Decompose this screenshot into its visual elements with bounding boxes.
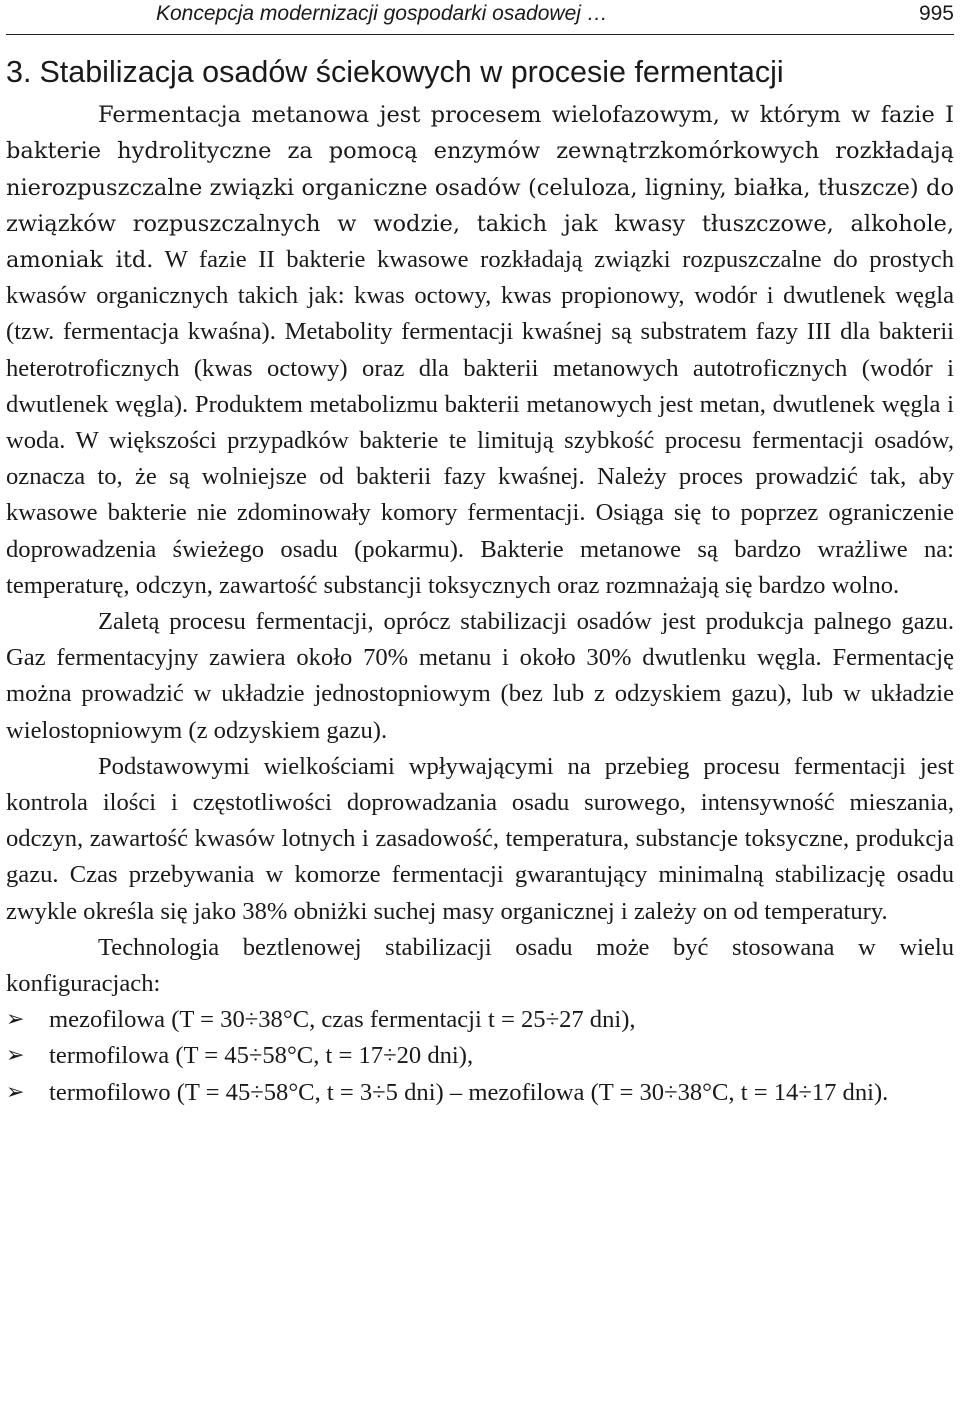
document-page [6,0,954,1111]
paragraph-parameters: Podstawowymi wielkościami wpływającymi na przebieg procesu fermentacji jest kontrola ilości i częstotliwości doprowadzania osadu surowego, intensywność mieszania, odczyn, zawartość kwasów lotnych i zasadowość, temperatura, substancje toksyczne, produkcja gazu. Czas przebywania w komorze fermentacji gwarantujący minimalną stabilizację osadu zwykle określa się jako 38% obniżki suchej masy organicznej i zależy on od temperatury. [6,752,954,925]
list-item [6,1075,954,1111]
configuration-list [6,1002,954,1111]
list-item-text: mezofilowa (T = 30÷38°C, czas fermentacji t = 25÷27 dni), [49,1006,636,1034]
list-item-text: termofilowo (T = 45÷58°C, t = 3÷5 dni) – mezofilowa (T = 30÷38°C, t = 14÷17 dni). [49,1078,889,1106]
page-number: 995 [918,2,954,25]
arrowhead-bullet-icon: ➢ [6,1007,25,1033]
list-item [6,1002,954,1038]
section-heading [6,53,954,91]
paragraph-phases-mono-text: Fermentacja metanowa jest procesem wielofazowym, w którym w fazie I bakterie hydrolityczne za pomocą enzymów zewnątrzkomórkowych rozkładają nierozpuszczalne związki organiczne osadów (celuloza, ligniny, białka, tłuszcze) do związków rozpuszczalnych w wodzie, takich jak kwasy tłuszczowe, alkohole, amoniak itd. [6,102,954,273]
paragraph-advantages: Zaletą procesu fermentacji, oprócz stabilizacji osadów jest produkcja palnego gazu. Gaz fermentacyjny zawiera około 70% metanu i około 30% dwutlenku węgla. Fermentację można prowadzić w układzie jednostopniowym (bez lub z odzyskiem gazu), lub w układzie wielostopniowym (z odzyskiem gazu). [6,607,954,744]
paragraph-phases [6,97,954,604]
section-number: 3. [6,55,32,89]
arrowhead-bullet-icon: ➢ [6,1043,25,1069]
paragraph-configurations: Technologia beztlenowej stabilizacji osadu może być stosowana w wielu konfiguracjach: [6,933,954,997]
running-header [6,0,954,35]
list-item [6,1038,954,1074]
section-title: Stabilizacja osadów ściekowych w procesie fermentacji [39,55,784,89]
arrowhead-bullet-icon: ➢ [6,1079,25,1105]
header-title: Koncepcja modernizacji gospodarki osadowej … [156,2,608,25]
list-item-text: termofilowa (T = 45÷58°C, t = 17÷20 dni), [49,1042,474,1070]
paragraph-phases-text: W fazie II bakterie kwasowe rozkładają związki rozpuszczalne do prostych kwasów organicznych takich jak: kwas octowy, kwas propionowy, wodór i dwutlenek węgla (tzw. fermentacja kwaśna). Metabolity fermentacji kwaśnej są substratem fazy III dla bakterii heterotroficznych (kwas octowy) oraz dla bakterii metanowych autotroficznych (wodór i dwutlenek węgla). Produktem metabolizmu bakterii metanowych jest metan, dwutlenek węgla i woda. W większości przypadków bakterie te limitują szybkość procesu fermentacji osadów, oznacza to, że są wolniejsze od bakterii fazy kwaśnej. Należy proces prowadzić tak, aby kwasowe bakterie nie zdominowały komory fermentacji. Osiąga się to poprzez ograniczenie doprowadzenia świeżego osadu (pokarmu). Bakterie metanowe są bardzo wrażliwe na: temperaturę, odczyn, zawartość substancji toksycznych oraz rozmnażają się bardzo wolno. [6,245,954,599]
